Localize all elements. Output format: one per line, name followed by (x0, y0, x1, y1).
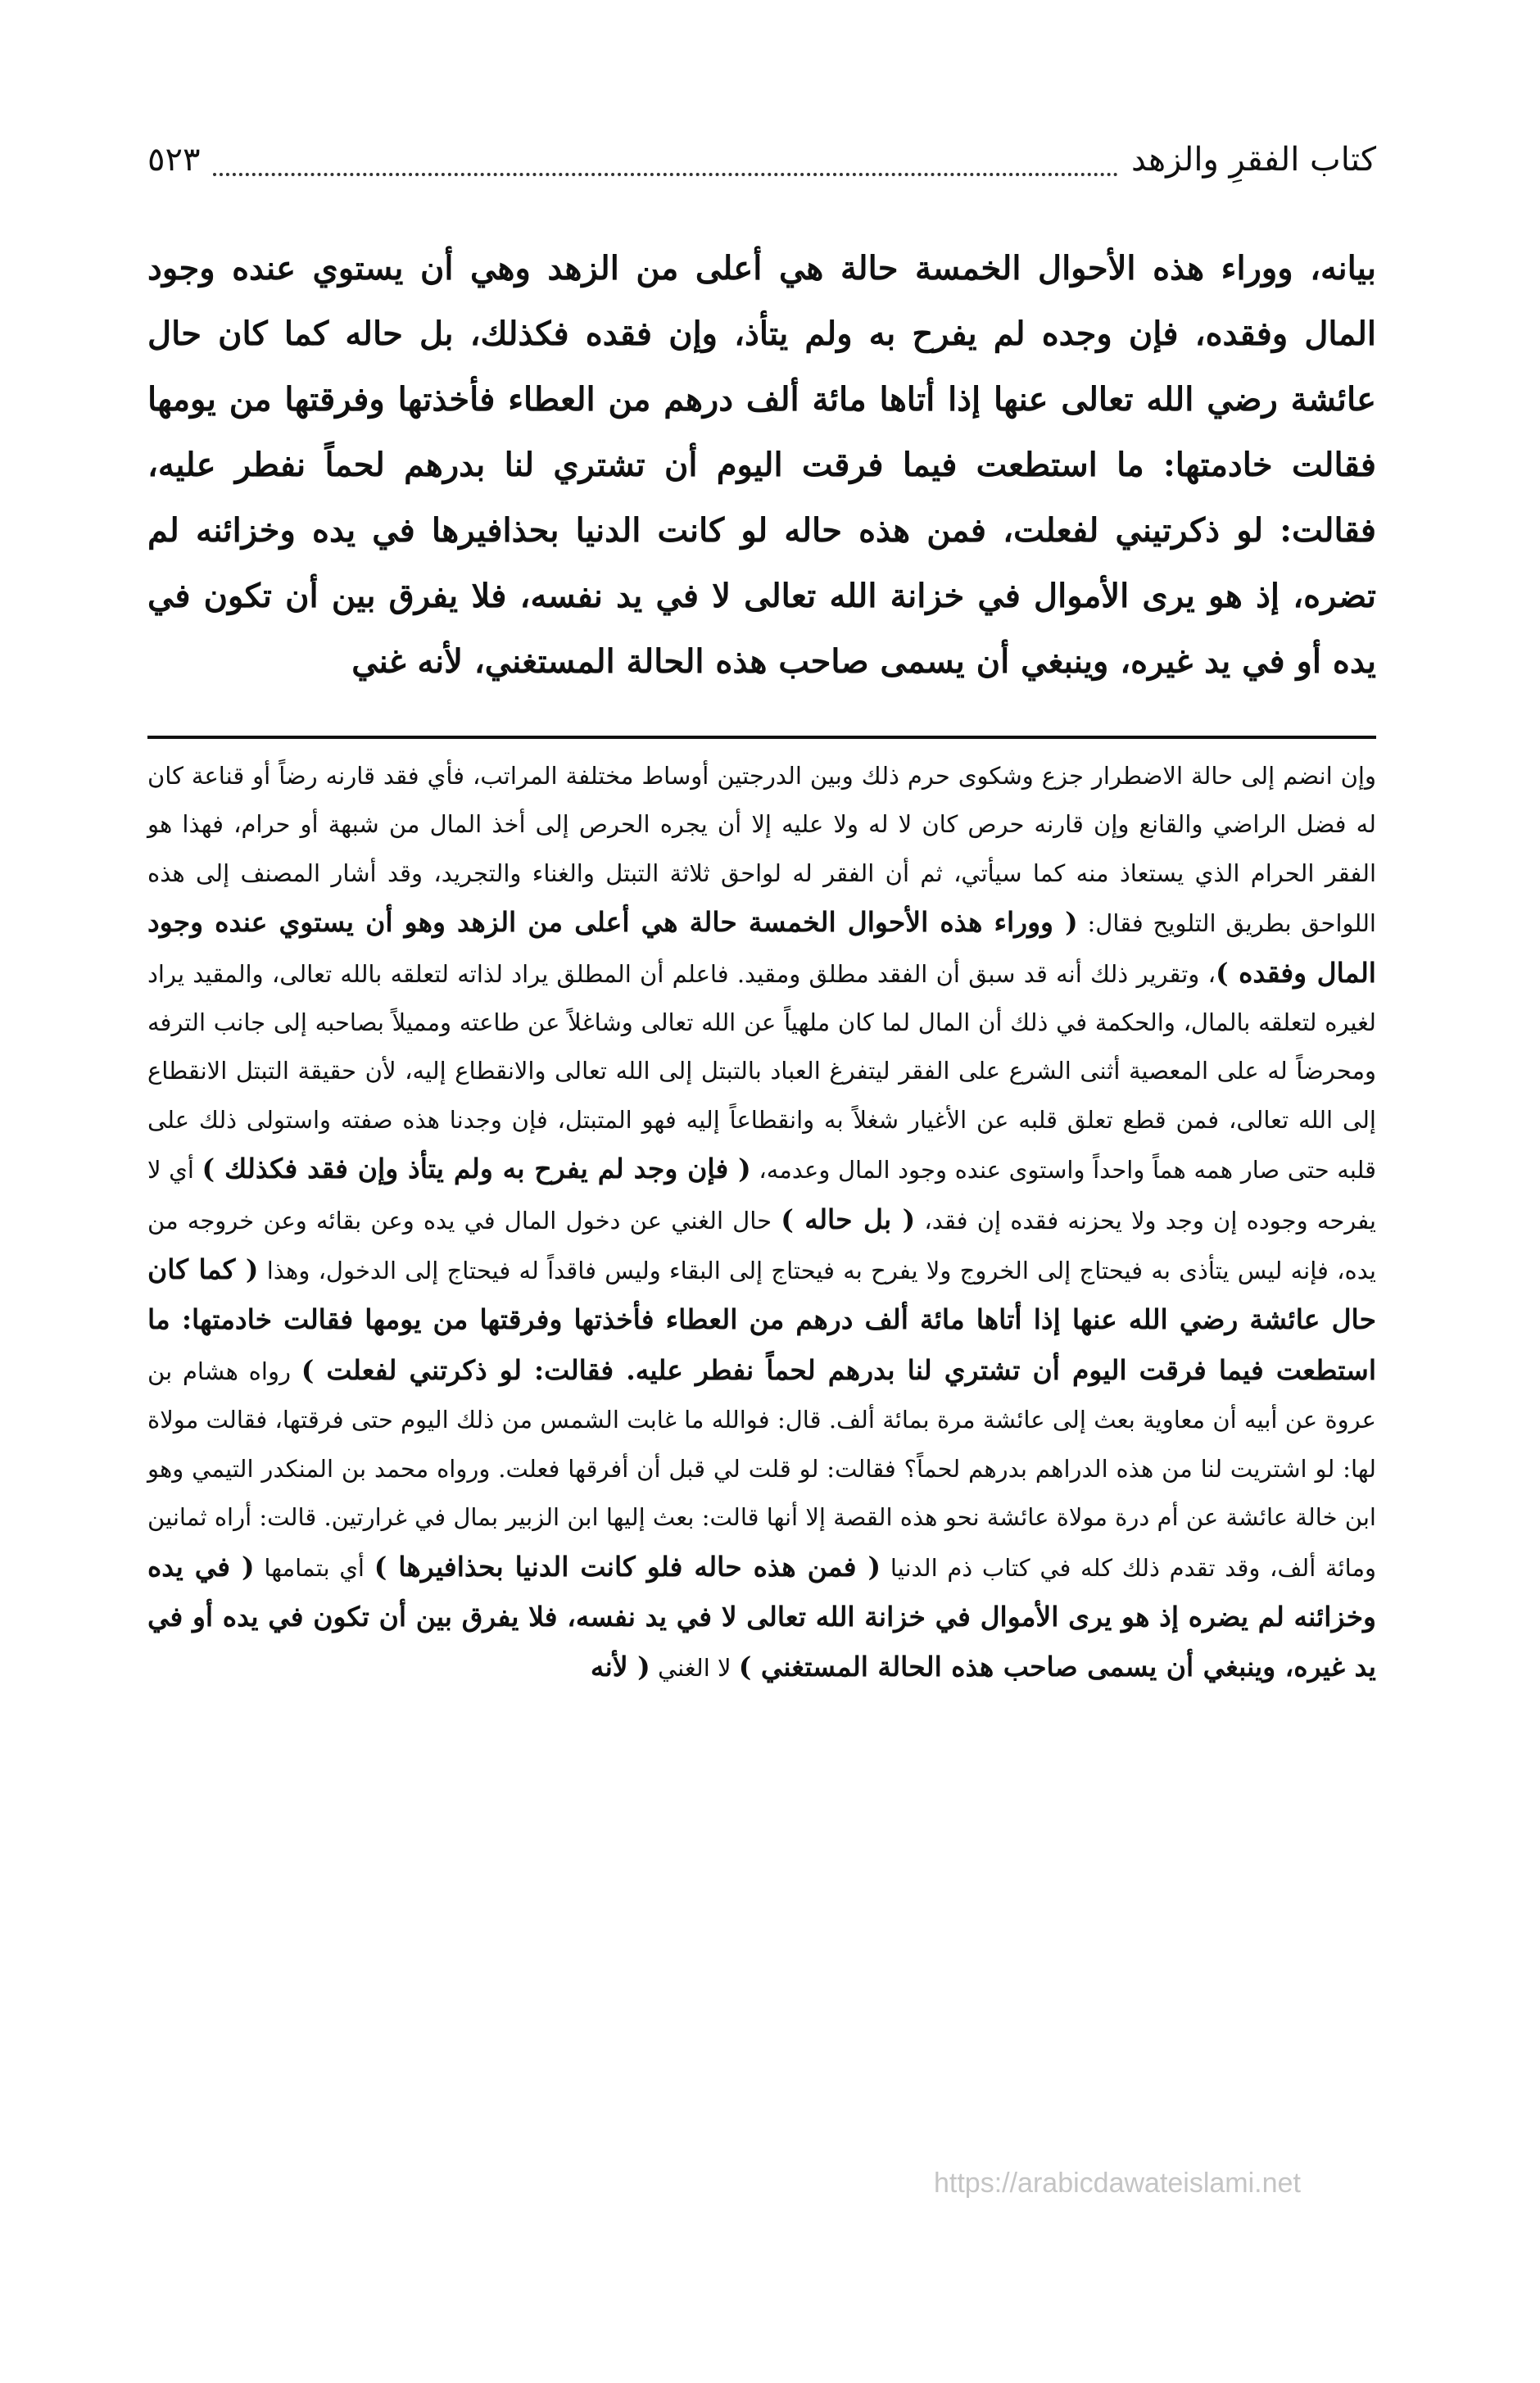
main-paragraph: بيانه، ووراء هذه الأحوال الخمسة حالة هي أعلى من الزهد وهي أن يستوي عنده وجود المال وفقده، فإن وجده لم يفرح به ولم يتأذ، وإن فقده فكذلك، بل حاله كما كان حال عائشة رضي الله تعالى عنها إذا أتاها مائة ألف درهم من العطاء فأخذتها وفرقتها من يومها فقالت خادمتها: ما استطعت فيما فرقت اليوم أن تشتري لنا بدرهم لحماً نفطر عليه، فقالت: لو ذكرتيني لفعلت، فمن هذه حاله لو كانت الدنيا بحذافيرها في يده وخزائنه لم تضره، إذ هو يرى الأموال في خزانة الله تعالى لا في يد نفسه، فلا يفرق بين أن تكون في يده أو في يد غيره، وينبغي أن يسمى صاحب هذه الحالة المستغني، لأنه غني (147, 249, 1376, 681)
chapter-title: كتاب الفقرِ والزهد (1130, 141, 1376, 179)
quoted-matn-text: ( ووراء هذه الأحوال الخمسة حالة هي أعلى من الزهد وهو أن يستوي عنده وجود المال وفقده ) (147, 906, 1376, 989)
commentary-run: أي لا يفرحه وجوده إن وجد ولا يحزنه فقده إن فقد، (147, 1156, 1376, 1235)
commentary-run: وإن انضم إلى حالة الاضطرار جزع وشكوى حرم ذلك وبين الدرجتين أوساط مختلفة المراتب، فأي فقد قارنه رضاً أو قناعة كان له فضل الراضي والقانع وإن قارنه حرص كان لا له ولا عليه إلا أن يجره الحرص إلى أخذ المال من شبهة أو حرام، فهذا هو الفقر الحرام الذي يستعاذ منه كما سيأتي، ثم أن الفقر له لواحق ثلاثة التبتل والغناء والتجريد، وقد أشار المصنف إلى هذه اللواحق بطريق التلويح فقال: (147, 762, 1376, 938)
watermark-url: https://arabicdawateislami.net (934, 2168, 1301, 2199)
main-text (147, 236, 1376, 695)
commentary-run: رواه هشام بن عروة عن أبيه أن معاوية بعث إلى عائشة مرة بمائة ألف. قال: فوالله ما غابت الشمس من ذلك اليوم حتى فرقتها، فقالت مولاة لها: لو اشتريت لنا من هذه الدراهم بدرهم لحماً؟ فقالت: لو قلت لي قبل أن أفرقها فعلت. ورواه محمد بن المنكدر التيمي وهو ابن خالة عائشة عن أم درة مولاة عائشة نحو هذه القصة إلا أنها قالت: بعث إليها ابن الزبير بمال في غرارتين. قالت: أراه ثمانين ومائة ألف، وقد تقدم ذلك كله في كتاب ذم الدنيا (147, 1357, 1377, 1582)
running-header (147, 131, 1376, 188)
divider-rule (147, 736, 1376, 739)
commentary-text (147, 752, 1376, 1693)
page-number: ٥٢٣ (147, 141, 201, 179)
commentary-run: أي بتمامها (254, 1553, 374, 1582)
commentary-paragraph (147, 752, 1376, 1693)
quoted-matn-text: ( كما كان حال عائشة رضي الله عنها إذا أتاها مائة ألف درهم من العطاء فأخذتها وفرقتها من يومها فقالت خادمتها: ما استطعت فيما فرقت اليوم أن تشتري لنا بدرهم لحماً نفطر عليه. فقالت: لو ذكرتني لفعلت ) (147, 1253, 1376, 1386)
quoted-matn-text: ( فإن وجد لم يفرح به ولم يتأذ وإن فقد فكذلك ) (202, 1153, 751, 1185)
leader-dots (213, 158, 1118, 176)
quoted-matn-text: ( لأنه (590, 1651, 650, 1683)
quoted-matn-text: ( فمن هذه حاله فلو كانت الدنيا بحذافيرها ) (374, 1550, 881, 1583)
commentary-run: حال الغني عن دخول المال في يده وعن بقائه وعن خروجه من يده، فإنه ليس يتأذى به فيحتاج إلى الخروج ولا يفرح به فيحتاج إلى البقاء وليس فاقداً له فيحتاج إلى الدخول، وهذا (147, 1206, 1376, 1285)
quoted-matn-text: ( بل حاله ) (781, 1203, 916, 1235)
commentary-run: ، وتقرير ذلك أنه قد سبق أن الفقد مطلق ومقيد. فاعلم أن المطلق يراد لذاته لتعلقه بالله تعالى، والمقيد يراد لغيره لتعلقه بالمال، والحكمة في ذلك أن المال لما كان ملهياً عن الله تعالى وشاغلاً عن طاعته ومميلاً بصاحبه إلى جانب الترفه ومحرضاً له على المعصية أثنى الشرع على الفقر ليتفرغ العباد بالتبتل إلى الله تعالى والانقطاع إليه، لأن حقيقة التبتل الانقطاع إلى الله تعالى، فمن قطع تعلق قلبه عن الأغيار شغلاً به وانقطاعاً إليه فهو المتبتل، فإن وجدنا هذه صفته واستولى ذلك على قلبه حتى صار همه هماً واحداً واستوى عنده وجود المال وعدمه، (147, 959, 1377, 1185)
quoted-matn-text: ( في يده وخزائنه لم يضره إذ هو يرى الأموال في خزانة الله تعالى لا في يد نفسه، فلا يفرق بين أن تكون في يده أو في يد غيره، وينبغي أن يسمى صاحب هذه الحالة المستغني ) (147, 1550, 1376, 1683)
commentary-run: لا الغني (650, 1654, 739, 1683)
